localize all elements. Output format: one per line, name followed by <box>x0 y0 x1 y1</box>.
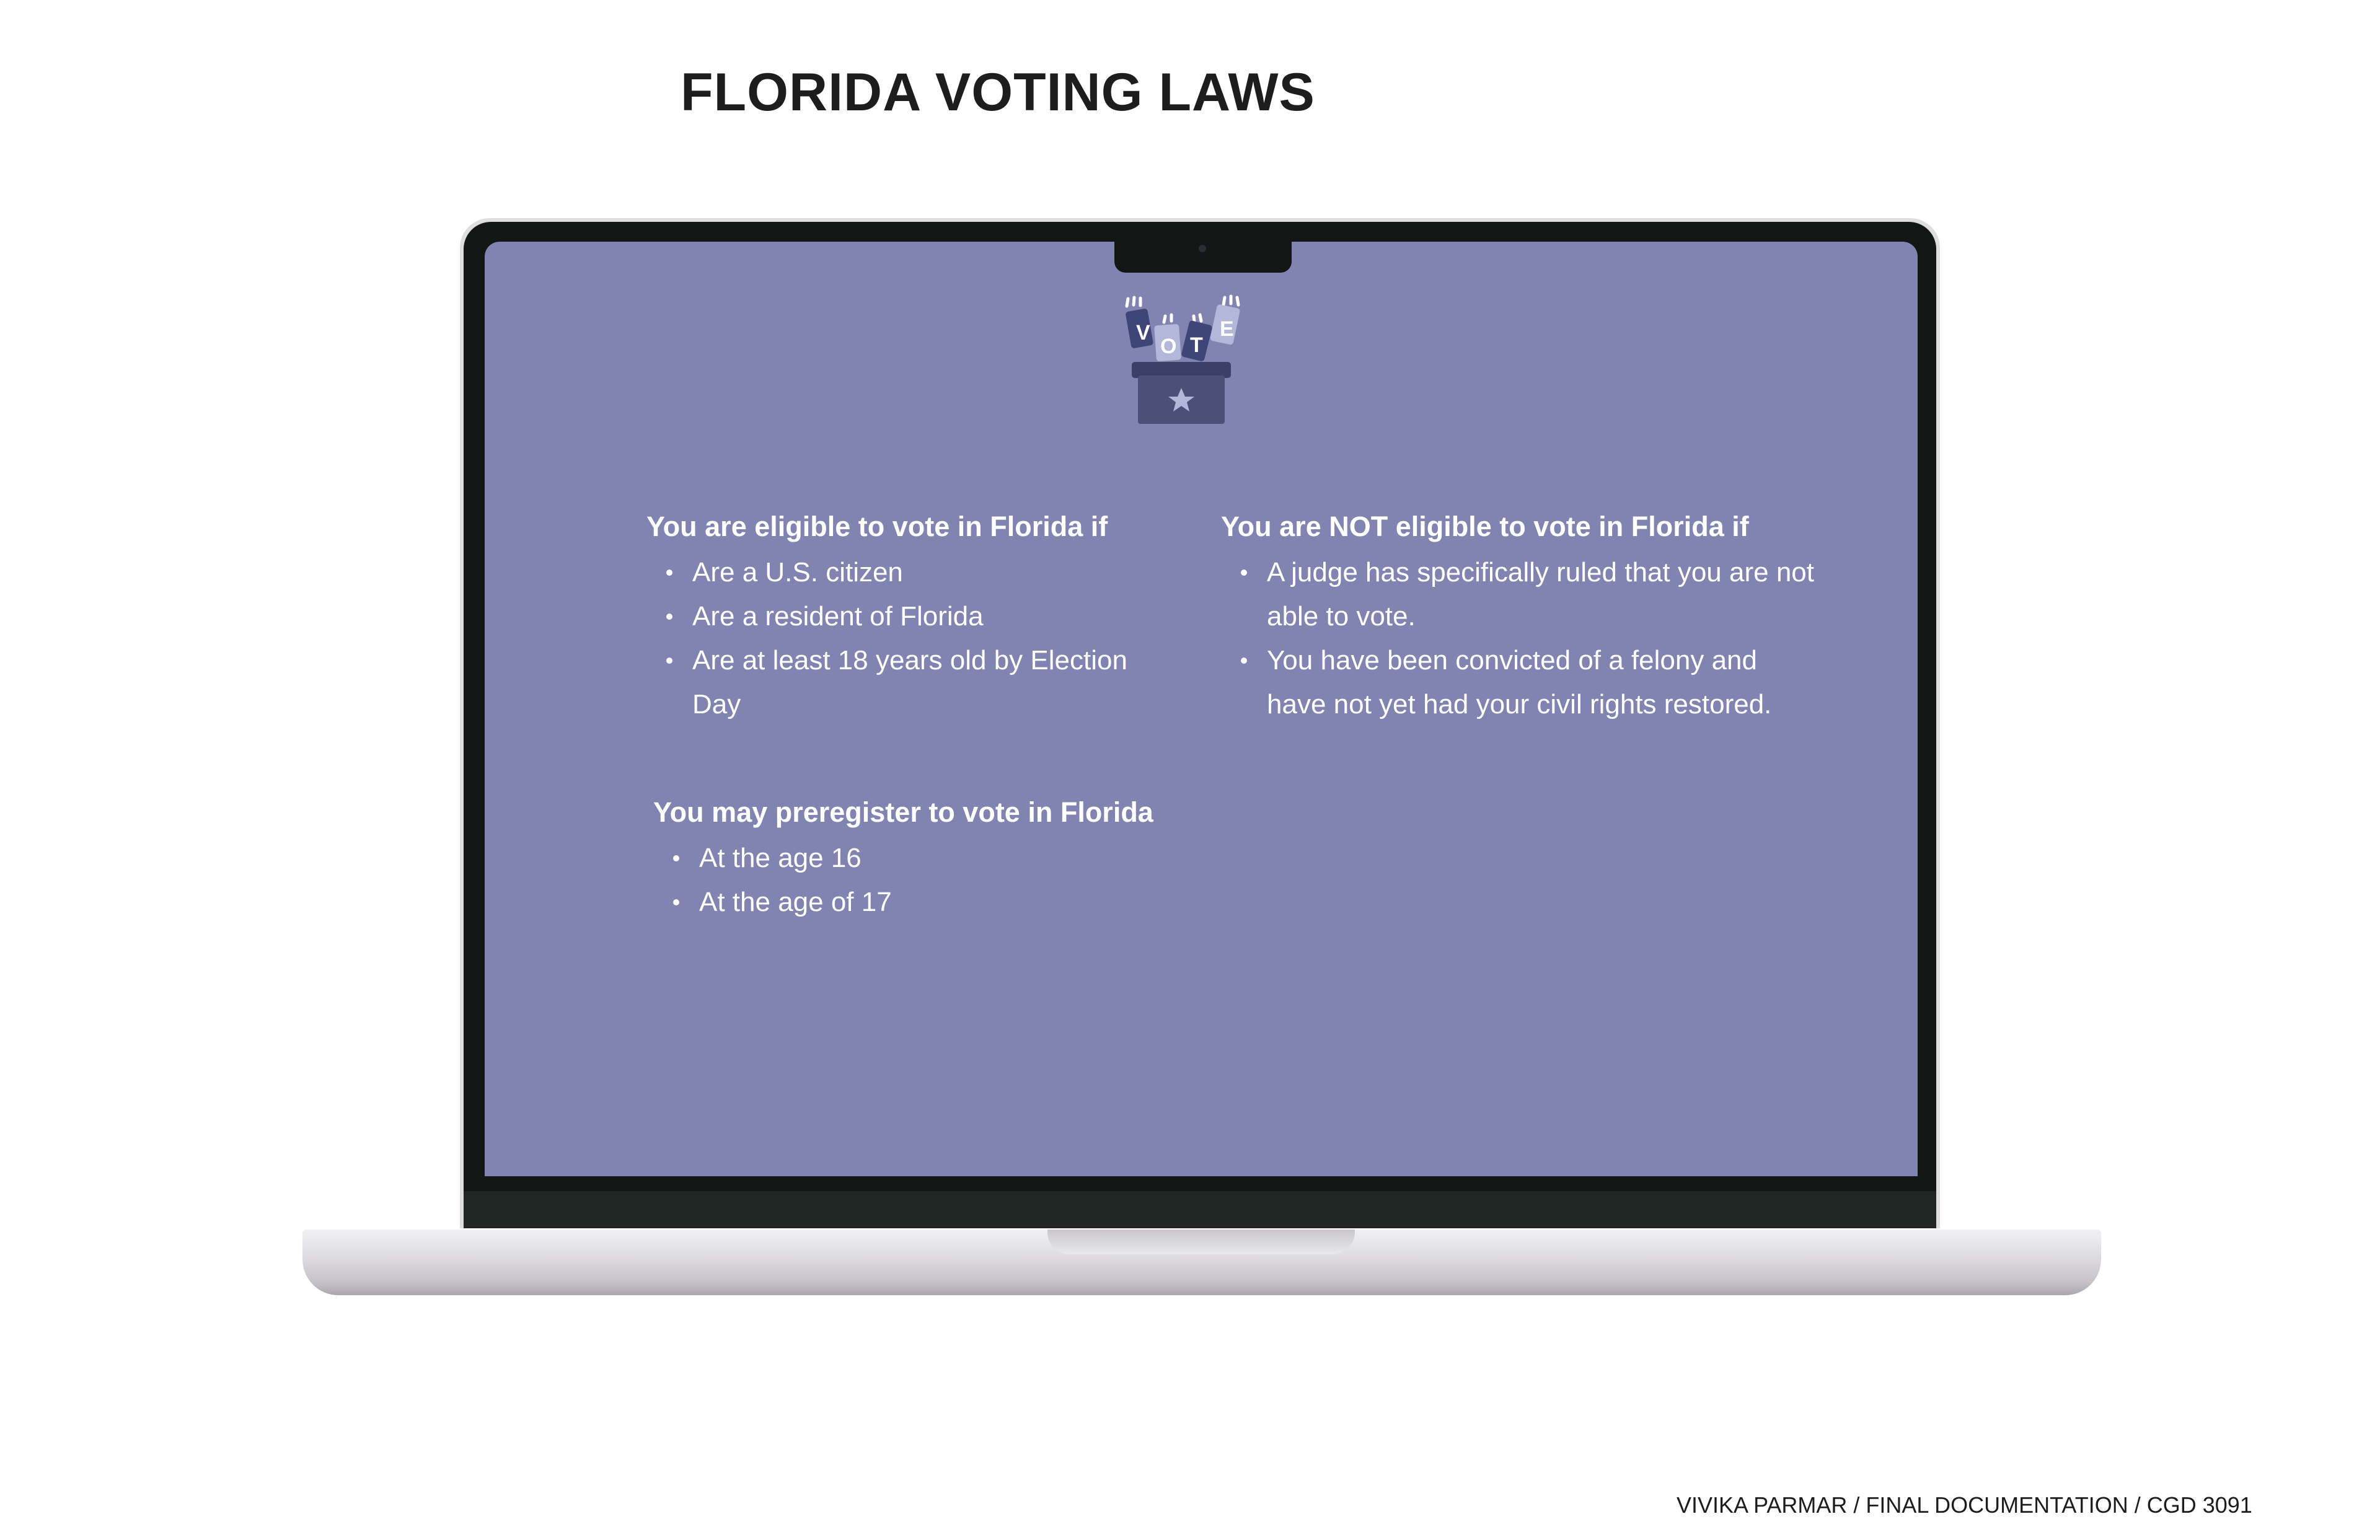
not-eligible-heading: You are NOT eligible to vote in Florida if <box>1221 511 1749 542</box>
preregister-list <box>653 836 1211 924</box>
page-title: FLORIDA VOTING LAWS <box>681 63 1315 122</box>
not-eligible-section <box>1221 508 1816 726</box>
vote-letter-e: E <box>1220 317 1234 341</box>
laptop-opening-groove <box>1047 1230 1355 1254</box>
vote-letter-t: T <box>1190 333 1203 357</box>
list-item: At the age 16 <box>699 836 1211 880</box>
eligible-heading: You are eligible to vote in Florida if <box>646 511 1108 542</box>
eligible-list <box>646 550 1155 726</box>
preregister-section <box>653 794 1211 924</box>
list-item: At the age of 17 <box>699 880 1211 924</box>
list-item: Are a resident of Florida <box>692 594 1155 638</box>
list-item: You have been convicted of a felony and have not yet had your civil rights restored. <box>1267 638 1816 726</box>
vote-letter-v: V <box>1136 321 1150 345</box>
not-eligible-list <box>1221 550 1816 726</box>
vote-letter-o: O <box>1160 335 1177 358</box>
list-item: Are a U.S. citizen <box>692 550 1155 594</box>
camera-icon <box>1199 245 1206 252</box>
footer-credit: VIVIKA PARMAR / FINAL DOCUMENTATION / CGD 3091 <box>1677 1492 2252 1518</box>
list-item: A judge has specifically ruled that you are not able to vote. <box>1267 550 1816 638</box>
vote-ballot-box-icon <box>1121 290 1250 426</box>
laptop-chin <box>464 1191 1936 1228</box>
preregister-heading: You may preregister to vote in Florida <box>653 796 1153 828</box>
list-item: Are at least 18 years old by Election Day <box>692 638 1155 726</box>
eligible-section <box>646 508 1155 726</box>
